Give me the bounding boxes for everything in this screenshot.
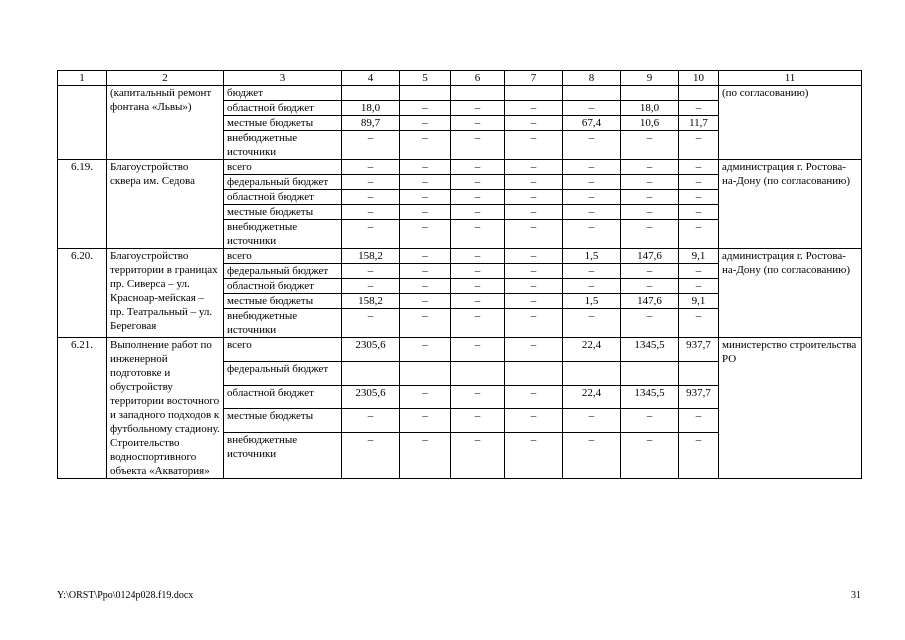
funding-value: – [563,131,621,160]
funding-value [679,361,719,385]
funding-value [342,361,400,385]
funding-value: – [679,264,719,279]
funding-value: – [505,116,563,131]
funding-value: – [342,205,400,220]
funding-value: 9,1 [679,294,719,309]
funding-source: федеральный бюджет [224,175,342,190]
funding-value: – [563,309,621,338]
funding-value: – [451,309,505,338]
item-name: Благоустройство сквера им. Седова [107,160,224,249]
funding-value: – [505,160,563,175]
funding-value: – [451,220,505,249]
funding-source: местные бюджеты [224,294,342,309]
funding-value: – [342,175,400,190]
funding-value: – [400,205,451,220]
column-header: 5 [400,71,451,86]
column-header: 2 [107,71,224,86]
funding-value: – [679,101,719,116]
funding-value: – [505,249,563,264]
funding-value: – [451,433,505,479]
funding-value: – [505,220,563,249]
funding-value: 18,0 [621,101,679,116]
funding-value: – [342,131,400,160]
column-header: 1 [58,71,107,86]
funding-value: – [563,101,621,116]
funding-value: – [451,264,505,279]
funding-value: – [400,190,451,205]
funding-value [563,86,621,101]
table-row [58,160,862,175]
funding-source: местные бюджеты [224,409,342,433]
funding-value: – [400,409,451,433]
funding-value: – [451,205,505,220]
funding-value: – [451,338,505,362]
funding-value: – [505,190,563,205]
funding-value: – [342,220,400,249]
funding-value: – [621,264,679,279]
funding-value: – [563,205,621,220]
funding-source: внебюджетные источники [224,220,342,249]
funding-value: – [679,175,719,190]
funding-value [451,361,505,385]
funding-source: бюджет [224,86,342,101]
funding-value: – [505,433,563,479]
funding-value: – [451,175,505,190]
funding-value: – [679,433,719,479]
funding-value: – [563,160,621,175]
funding-value: – [400,433,451,479]
funding-value: – [451,131,505,160]
funding-source: внебюджетные источники [224,309,342,338]
funding-value: 18,0 [342,101,400,116]
funding-value: – [342,433,400,479]
funding-value [563,361,621,385]
funding-value: – [400,279,451,294]
column-header: 11 [719,71,862,86]
executor: администрация г. Ростова-на-Дону (по согласованию) [719,249,862,338]
funding-value: 22,4 [563,338,621,362]
funding-value: – [505,264,563,279]
funding-value [400,86,451,101]
funding-value: – [451,409,505,433]
funding-value: – [563,433,621,479]
column-header: 10 [679,71,719,86]
column-header: 3 [224,71,342,86]
funding-value: 11,7 [679,116,719,131]
funding-value: 9,1 [679,249,719,264]
program-table [57,70,862,479]
funding-value: – [621,433,679,479]
funding-value: 89,7 [342,116,400,131]
funding-value: – [451,249,505,264]
funding-value [679,86,719,101]
funding-value: – [621,220,679,249]
funding-value: – [400,116,451,131]
funding-source: внебюджетные источники [224,433,342,479]
funding-value: – [400,294,451,309]
column-header: 4 [342,71,400,86]
funding-value [451,86,505,101]
executor: (по согласованию) [719,86,862,160]
table-row [58,249,862,264]
funding-source: федеральный бюджет [224,264,342,279]
funding-value: – [505,131,563,160]
footer-file-path: Y:\ORST\Ppo\0124p028.f19.docx [57,590,194,601]
funding-value: – [451,385,505,409]
funding-value: – [400,264,451,279]
funding-value: 937,7 [679,338,719,362]
funding-value: – [400,175,451,190]
funding-value: – [451,116,505,131]
funding-value: – [505,409,563,433]
item-number: 6.19. [58,160,107,249]
funding-value: – [400,309,451,338]
funding-value: – [505,205,563,220]
item-number: 6.21. [58,338,107,479]
funding-value: – [563,190,621,205]
funding-value: – [451,101,505,116]
funding-value: – [621,190,679,205]
funding-value: 1345,5 [621,385,679,409]
funding-value: – [679,131,719,160]
funding-value: – [400,101,451,116]
funding-source: областной бюджет [224,279,342,294]
executor: администрация г. Ростова-на-Дону (по согласованию) [719,160,862,249]
funding-value: 937,7 [679,385,719,409]
funding-value: – [621,409,679,433]
funding-source: всего [224,160,342,175]
funding-value: – [621,205,679,220]
footer-page-number: 31 [851,590,861,601]
funding-value: 147,6 [621,249,679,264]
funding-value: – [505,101,563,116]
funding-value: – [679,190,719,205]
funding-value [505,361,563,385]
table-row [58,338,862,362]
funding-value: 1345,5 [621,338,679,362]
funding-source: внебюджетные источники [224,131,342,160]
funding-value: – [679,160,719,175]
funding-value: – [451,294,505,309]
funding-value: – [679,220,719,249]
item-number [58,86,107,160]
funding-value [621,86,679,101]
funding-source: областной бюджет [224,190,342,205]
funding-source: всего [224,249,342,264]
funding-value: 22,4 [563,385,621,409]
funding-value: – [621,160,679,175]
funding-value: 158,2 [342,294,400,309]
funding-value: – [505,385,563,409]
funding-value [505,86,563,101]
funding-value: – [621,309,679,338]
funding-value: – [505,309,563,338]
funding-value: – [563,279,621,294]
funding-value: 2305,6 [342,385,400,409]
executor: министерство строительства РО [719,338,862,479]
funding-value: – [400,131,451,160]
funding-value: – [342,309,400,338]
funding-value: – [679,205,719,220]
funding-value: – [342,409,400,433]
funding-value: – [342,190,400,205]
funding-value: 147,6 [621,294,679,309]
item-name: Выполнение работ по инженерной подготовке и обустройству территории восточного и западного подходов к футбольному стадиону. Строительство водноспортивного объекта «Акватория» [107,338,224,479]
funding-source: местные бюджеты [224,205,342,220]
funding-value: – [563,409,621,433]
item-number: 6.20. [58,249,107,338]
funding-value: 158,2 [342,249,400,264]
funding-value: – [400,385,451,409]
header-row [58,71,862,86]
column-header: 9 [621,71,679,86]
funding-source: областной бюджет [224,385,342,409]
funding-value: – [679,409,719,433]
funding-value: 1,5 [563,294,621,309]
funding-value: – [621,279,679,294]
table-row [58,86,862,101]
item-name: Благоустройство территории в границах пр. Сиверса – ул. Красноар-мейская – пр. Театральный – ул. Береговая [107,249,224,338]
funding-value: 10,6 [621,116,679,131]
funding-value: – [563,264,621,279]
item-name: (капитальный ремонт фонтана «Львы») [107,86,224,160]
funding-source: всего [224,338,342,362]
funding-value: – [400,220,451,249]
funding-value: – [679,309,719,338]
funding-value: – [451,190,505,205]
funding-value: – [563,220,621,249]
funding-source: местные бюджеты [224,116,342,131]
funding-value: 1,5 [563,249,621,264]
funding-source: областной бюджет [224,101,342,116]
funding-value: – [342,279,400,294]
funding-value: – [342,160,400,175]
funding-source: федеральный бюджет [224,361,342,385]
funding-value: – [505,175,563,190]
column-header: 6 [451,71,505,86]
funding-value: – [621,175,679,190]
funding-value: – [563,175,621,190]
funding-value: 2305,6 [342,338,400,362]
funding-value: – [505,294,563,309]
funding-value: 67,4 [563,116,621,131]
funding-value: – [400,160,451,175]
column-header: 8 [563,71,621,86]
funding-value: – [621,131,679,160]
funding-value [342,86,400,101]
funding-value: – [505,338,563,362]
funding-value: – [400,338,451,362]
funding-value: – [451,279,505,294]
funding-value: – [400,249,451,264]
funding-value: – [505,279,563,294]
funding-value: – [679,279,719,294]
funding-value: – [342,264,400,279]
funding-value [621,361,679,385]
column-header: 7 [505,71,563,86]
funding-value [400,361,451,385]
funding-value: – [451,160,505,175]
